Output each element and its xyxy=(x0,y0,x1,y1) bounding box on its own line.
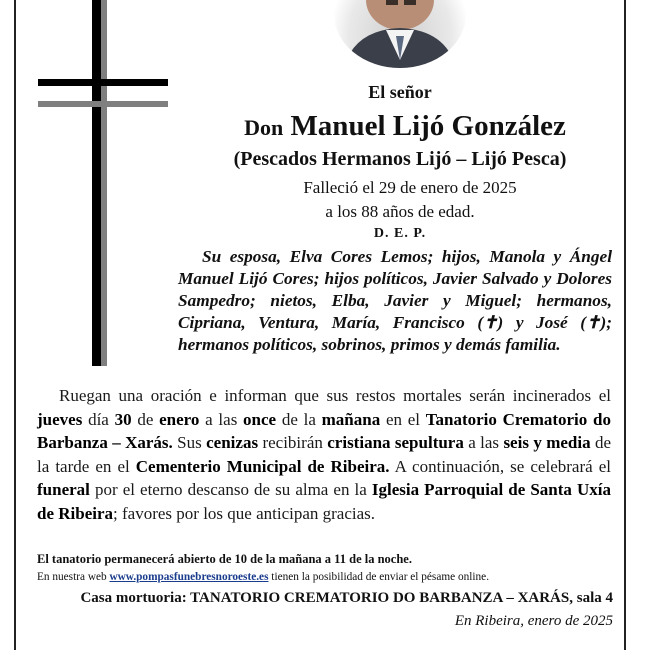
text-fragment: de la xyxy=(276,409,322,429)
cemetery-name: Cementerio Municipal de Ribeira. xyxy=(135,456,390,476)
hour: once xyxy=(243,409,277,429)
mortuary-info: Casa mortuoria: TANATORIO CREMATORIO DO BARBANZA – XARÁS, sala 4 xyxy=(80,590,613,606)
cross-horizontal-bar xyxy=(38,79,168,86)
crematorium-name: Tanatorio Crematorio do Barbanza – Xarás. xyxy=(37,409,611,452)
family-text: Su esposa, Elva Cores Lemos; hijos, Manola y Ángel Manuel Lijó Cores; hijos políticos, Javier Salvado y Dolores Sampedro; nietos, Elba, Javier y Miguel; hermanos, Cipriana, Ventura, María, Francisco (✝) y José (✝); hermanos políticos, sobrinos, primos y demás familia. xyxy=(178,247,612,354)
text-fragment: a las xyxy=(199,409,244,429)
day-name: jueves xyxy=(37,409,83,429)
funeral-word: funeral xyxy=(37,480,90,499)
text-fragment: de la tarde en el xyxy=(37,433,612,476)
web-condolences-note xyxy=(37,571,617,583)
text-fragment: de xyxy=(131,409,160,429)
text-fragment: por el eterno descanso de su alma en la xyxy=(89,480,372,499)
website-link[interactable]: www.pompasfunebresnoroeste.es xyxy=(109,571,269,583)
title-prefix: El señor xyxy=(368,82,432,102)
right-border-line xyxy=(624,0,626,650)
text-fragment: tienen la posibilidad de enviar el pésame online. xyxy=(268,571,490,583)
deceased-photo xyxy=(334,0,466,68)
age-at-death: a los 88 años de edad. xyxy=(325,202,475,221)
text-fragment: Ruegan una oración e informan que sus restos mortales serán incinerados el xyxy=(59,386,611,405)
left-border-line xyxy=(14,0,16,650)
time-of-day: mañana xyxy=(321,409,381,429)
month-name: enero xyxy=(159,409,200,429)
text-fragment: Sus xyxy=(172,433,207,452)
burial-time: seis y media xyxy=(503,433,591,452)
death-date: Falleció el 29 de enero de 2025 xyxy=(303,178,517,197)
place-and-date: En Ribeira, enero de 2025 xyxy=(454,613,613,629)
burial-type: cristiana sepultura xyxy=(327,433,464,452)
ceremony-details xyxy=(37,384,611,525)
cross-horizontal-shadow xyxy=(38,101,168,107)
company-name: (Pescados Hermanos Lijó – Lijó Pesca) xyxy=(233,148,567,170)
ashes-word: cenizas xyxy=(206,433,259,452)
text-fragment: en el xyxy=(380,409,426,429)
text-fragment: a las xyxy=(463,433,504,452)
text-fragment: recibirán xyxy=(258,433,328,452)
full-name: Manuel Lijó González xyxy=(290,110,566,142)
day-number: 30 xyxy=(114,409,132,429)
text-fragment: A continuación, se celebrará el xyxy=(389,456,611,476)
text-fragment: En nuestra web xyxy=(37,571,110,583)
text-fragment: ; favores por los que anticipan gracias. xyxy=(113,503,376,523)
family-list xyxy=(178,246,612,356)
cross-vertical-shadow xyxy=(101,0,107,366)
honorific: Don xyxy=(244,115,284,140)
cross-vertical-bar xyxy=(92,0,101,366)
text-fragment: día xyxy=(82,409,115,429)
church-name: Iglesia Parroquial de Santa Uxía de Ribeira xyxy=(37,480,611,523)
deceased-name xyxy=(195,110,615,143)
rip-label: D. E. P. xyxy=(373,226,427,241)
tanatorio-hours: El tanatorio permanecerá abierto de 10 de la mañana a 11 de la noche. xyxy=(37,552,412,566)
